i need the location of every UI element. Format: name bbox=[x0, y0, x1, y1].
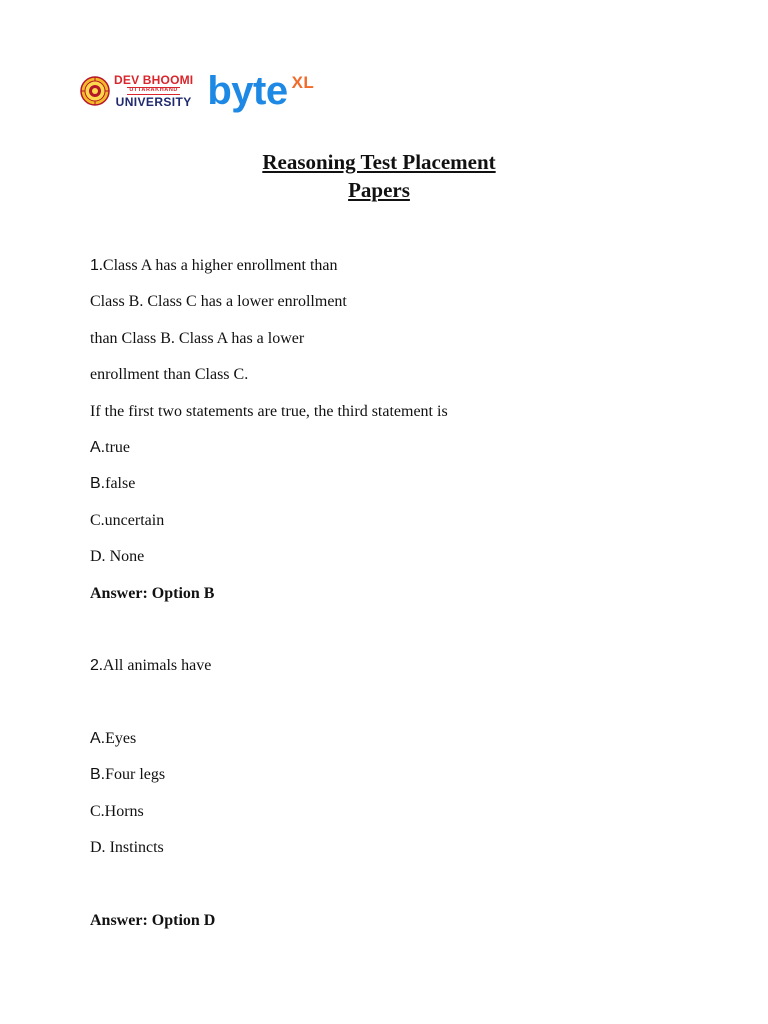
question-1-answer: Answer: Option B bbox=[90, 584, 215, 602]
bytexl-logo bbox=[207, 71, 314, 111]
university-seal-icon bbox=[80, 76, 110, 106]
option-text: Horns bbox=[104, 802, 144, 820]
option-label: B. bbox=[90, 475, 106, 493]
question-1-option-b bbox=[90, 466, 730, 502]
option-text: Eyes bbox=[105, 730, 137, 748]
option-text: false bbox=[105, 475, 136, 493]
question-1-line-3: than Class B. Class A has a lower bbox=[90, 329, 305, 347]
question-1-line-1: 1.Class A has a higher enrollment than bbox=[90, 257, 338, 274]
question-2-option-d bbox=[90, 830, 730, 866]
question-2-line-1: 2.All animals have bbox=[90, 657, 212, 675]
question-2-answer: Answer: Option D bbox=[90, 912, 216, 930]
document-title bbox=[0, 148, 758, 204]
question-2-text: All animals have bbox=[102, 657, 212, 675]
option-label: A. bbox=[90, 438, 106, 456]
option-text: Instincts bbox=[105, 839, 164, 857]
university-logo bbox=[80, 71, 193, 111]
option-label: C. bbox=[90, 511, 105, 529]
question-2-number: 2 bbox=[90, 657, 99, 675]
question-1-line-5: If the first two statements are true, the third statement is bbox=[90, 402, 448, 420]
question-1-option-a bbox=[90, 430, 730, 466]
option-text: None bbox=[105, 548, 145, 566]
university-wordmark bbox=[114, 74, 193, 108]
question-2-option-c bbox=[90, 794, 730, 830]
question-1-text: Class A has a higher enrollment than bbox=[102, 257, 338, 274]
question-1-line-4: enrollment than Class C. bbox=[90, 366, 249, 384]
bytexl-superscript: XL bbox=[291, 73, 315, 92]
option-label: D. bbox=[90, 548, 106, 566]
option-label: D. bbox=[90, 839, 106, 857]
university-name-line2: UTTARAKHAND bbox=[129, 87, 178, 94]
option-text: true bbox=[105, 438, 130, 456]
question-1-line-2: Class B. Class C has a lower enrollment bbox=[90, 293, 347, 311]
title-line-1: Reasoning Test Placement bbox=[262, 150, 496, 174]
question-1-option-d bbox=[90, 539, 730, 575]
question-1-number: 1 bbox=[90, 257, 99, 274]
option-text: uncertain bbox=[104, 511, 165, 529]
university-name-line3: UNIVERSITY bbox=[115, 94, 192, 109]
option-text: Four legs bbox=[105, 766, 166, 784]
question-1-option-c bbox=[90, 503, 730, 539]
title-line-2: Papers bbox=[348, 178, 410, 202]
option-label: B. bbox=[90, 766, 106, 784]
question-list bbox=[90, 248, 730, 939]
header-logos bbox=[80, 60, 362, 122]
university-name-line1: DEV BHOOMI bbox=[114, 73, 194, 88]
question-2-option-b bbox=[90, 757, 730, 793]
question-2-option-a bbox=[90, 721, 730, 757]
bytexl-word: byte bbox=[207, 69, 288, 113]
option-label: A. bbox=[90, 730, 106, 748]
option-label: C. bbox=[90, 802, 105, 820]
